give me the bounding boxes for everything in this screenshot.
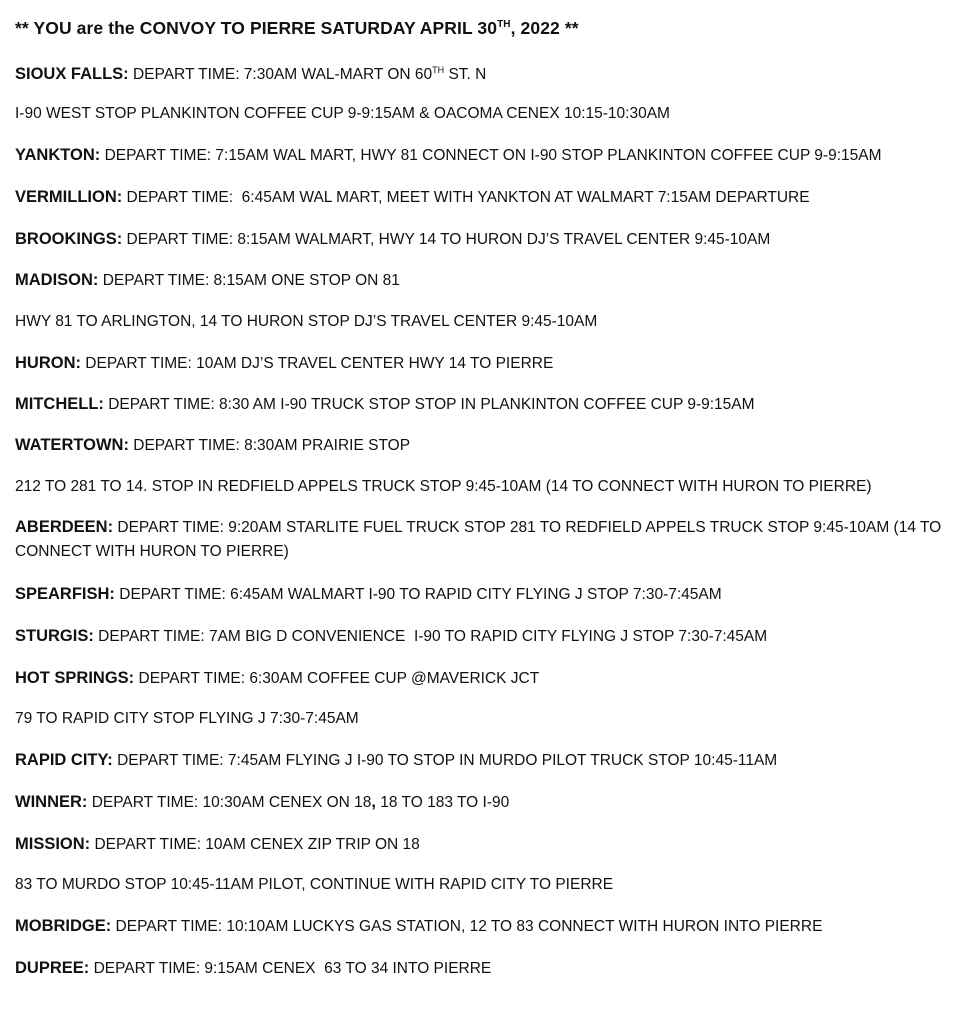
yankton-label: YANKTON: bbox=[15, 146, 101, 164]
rapid-city-text: DEPART TIME: 7:45AM FLYING J I-90 TO STOP IN MURDO PILOT TRUCK STOP 10:45-11AM bbox=[112, 752, 778, 769]
title-text-end: , 2022 ** bbox=[510, 18, 579, 38]
hot-springs-label: HOT SPRINGS: bbox=[15, 669, 135, 687]
sioux-falls-line bbox=[15, 63, 955, 86]
title-superscript: TH bbox=[497, 19, 511, 30]
winner-comma: , bbox=[371, 793, 376, 811]
aberdeen-label: ABERDEEN: bbox=[15, 518, 114, 536]
sturgis-label: STURGIS: bbox=[15, 627, 94, 645]
huron-line bbox=[15, 352, 955, 375]
spearfish-label: SPEARFISH: bbox=[15, 585, 115, 603]
watertown-label: WATERTOWN: bbox=[15, 436, 129, 454]
madison-line bbox=[15, 269, 955, 292]
madison-text: DEPART TIME: 8:15AM ONE STOP ON 81 bbox=[98, 272, 400, 289]
mitchell-text: DEPART TIME: 8:30 AM I-90 TRUCK STOP STOP IN PLANKINTON COFFEE CUP 9-9:15AM bbox=[103, 396, 755, 413]
vermillion-label: VERMILLION: bbox=[15, 188, 123, 206]
winner-line bbox=[15, 791, 955, 814]
brookings-text: DEPART TIME: 8:15AM WALMART, HWY 14 TO HURON DJ’S TRAVEL CENTER 9:45-10AM bbox=[122, 231, 771, 248]
mobridge-text: DEPART TIME: 10:10AM LUCKYS GAS STATION, 12 TO 83 CONNECT WITH HURON INTO PIERRE bbox=[111, 918, 823, 935]
dupree-label: DUPREE: bbox=[15, 959, 90, 977]
hot-springs-text: DEPART TIME: 6:30AM COFFEE CUP @MAVERICK JCT bbox=[134, 670, 540, 687]
dupree-line bbox=[15, 957, 955, 980]
rapid-city-line bbox=[15, 749, 955, 772]
title-text: ** YOU are the CONVOY TO PIERRE SATURDAY APRIL 30 bbox=[15, 18, 498, 38]
mitchell-label: MITCHELL: bbox=[15, 395, 104, 413]
page-title bbox=[15, 18, 579, 39]
sioux-falls-superscript: TH bbox=[432, 65, 445, 75]
watertown-text: DEPART TIME: 8:30AM PRAIRIE STOP bbox=[128, 437, 411, 454]
winner-text-end: 18 TO 183 TO I-90 bbox=[375, 794, 510, 811]
mission-text: DEPART TIME: 10AM CENEX ZIP TRIP ON 18 bbox=[90, 836, 420, 853]
winner-label: WINNER: bbox=[15, 793, 88, 811]
yankton-text: DEPART TIME: 7:15AM WAL MART, HWY 81 CONNECT ON I-90 STOP PLANKINTON COFFEE CUP 9-9:15AM bbox=[100, 147, 882, 164]
i90-west-line: I-90 WEST STOP PLANKINTON COFFEE CUP 9-9:15AM & OACOMA CENEX 10:15-10:30AM bbox=[15, 105, 670, 122]
hwy81-line: HWY 81 TO ARLINGTON, 14 TO HURON STOP DJ’S TRAVEL CENTER 9:45-10AM bbox=[15, 313, 598, 330]
mitchell-line bbox=[15, 393, 955, 416]
madison-label: MADISON: bbox=[15, 271, 99, 289]
winner-text: DEPART TIME: 10:30AM CENEX ON 18 bbox=[87, 794, 372, 811]
sioux-falls-label: SIOUX FALLS: bbox=[15, 65, 129, 83]
sturgis-line bbox=[15, 625, 955, 648]
huron-label: HURON: bbox=[15, 354, 81, 372]
sturgis-text: DEPART TIME: 7AM BIG D CONVENIENCE I-90 TO RAPID CITY FLYING J STOP 7:30-7:45AM bbox=[93, 628, 768, 645]
aberdeen-text: DEPART TIME: 9:20AM STARLITE FUEL TRUCK STOP 281 TO REDFIELD APPELS TRUCK STOP 9:45-10AM (14 TO CONNECT WITH HURON TO PIERRE) bbox=[15, 519, 942, 560]
mission-label: MISSION: bbox=[15, 835, 91, 853]
vermillion-text: DEPART TIME: 6:45AM WAL MART, MEET WITH YANKTON AT WALMART 7:15AM DEPARTURE bbox=[122, 189, 810, 206]
brookings-label: BROOKINGS: bbox=[15, 230, 123, 248]
vermillion-line bbox=[15, 186, 955, 209]
huron-text: DEPART TIME: 10AM DJ’S TRAVEL CENTER HWY 14 TO PIERRE bbox=[81, 355, 554, 372]
route-83-line: 83 TO MURDO STOP 10:45-11AM PILOT, CONTINUE WITH RAPID CITY TO PIERRE bbox=[15, 876, 614, 893]
sioux-falls-text-end: ST. N bbox=[444, 66, 487, 83]
aberdeen-line bbox=[15, 515, 955, 564]
watertown-line bbox=[15, 434, 955, 457]
sioux-falls-text: DEPART TIME: 7:30AM WAL-MART ON 60 bbox=[128, 66, 433, 83]
mobridge-line bbox=[15, 915, 955, 938]
hot-springs-line bbox=[15, 667, 955, 690]
route-212-line: 212 TO 281 TO 14. STOP IN REDFIELD APPELS TRUCK STOP 9:45-10AM (14 TO CONNECT WITH HURON TO PIERRE) bbox=[15, 478, 872, 495]
spearfish-text: DEPART TIME: 6:45AM WALMART I-90 TO RAPID CITY FLYING J STOP 7:30-7:45AM bbox=[114, 586, 722, 603]
dupree-text: DEPART TIME: 9:15AM CENEX 63 TO 34 INTO PIERRE bbox=[89, 960, 492, 977]
yankton-line bbox=[15, 144, 955, 167]
mobridge-label: MOBRIDGE: bbox=[15, 917, 112, 935]
route-79-line: 79 TO RAPID CITY STOP FLYING J 7:30-7:45AM bbox=[15, 710, 359, 727]
mission-line bbox=[15, 833, 955, 856]
brookings-line bbox=[15, 228, 955, 251]
spearfish-line bbox=[15, 583, 955, 606]
rapid-city-label: RAPID CITY: bbox=[15, 751, 113, 769]
